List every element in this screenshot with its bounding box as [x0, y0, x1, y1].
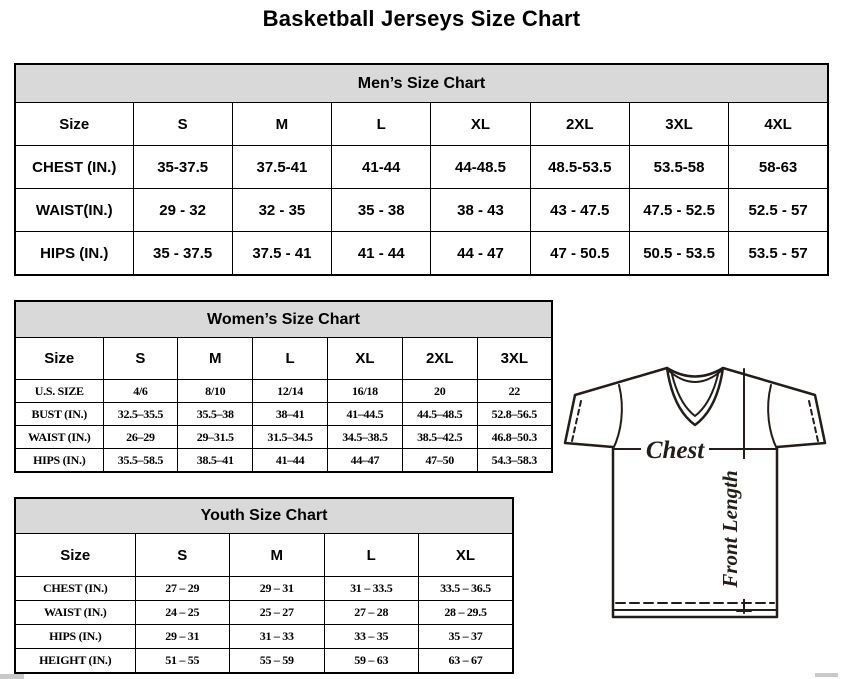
mens_chart-col-header: S — [133, 103, 232, 146]
table-row — [15, 625, 513, 649]
womens_chart-cell: 34.5–38.5 — [327, 426, 402, 449]
mens_chart-cell: 48.5-53.5 — [530, 146, 629, 189]
table-row — [15, 449, 552, 473]
mens_chart-cell: 50.5 - 53.5 — [629, 232, 728, 276]
mens_chart-col-header: 4XL — [729, 103, 828, 146]
womens_chart-row-label: HIPS (IN.) — [15, 449, 103, 473]
jersey-diagram-icon — [555, 361, 839, 627]
womens_chart-cell: 44–47 — [327, 449, 402, 473]
youth_chart-cell: 28 – 29.5 — [419, 601, 514, 625]
mens_chart-col-header: XL — [431, 103, 530, 146]
mens_chart-row-label: CHEST (IN.) — [15, 146, 133, 189]
column-header-row — [15, 534, 513, 577]
womens_chart-cell: 26–29 — [103, 426, 178, 449]
mens_chart-cell: 38 - 43 — [431, 189, 530, 232]
column-header-row — [15, 338, 552, 380]
mens-size-chart-table — [14, 63, 829, 276]
womens_chart-cell: 20 — [402, 380, 477, 403]
youth_chart-cell: 29 – 31 — [135, 625, 230, 649]
mens_chart-cell: 32 - 35 — [232, 189, 331, 232]
chest-label: Chest — [645, 437, 705, 464]
womens_chart-title: Women’s Size Chart — [15, 301, 552, 338]
womens_chart-col-header: 3XL — [477, 338, 552, 380]
table-row — [15, 649, 513, 674]
youth_chart-cell: 31 – 33.5 — [324, 577, 419, 601]
youth_chart-cell: 51 – 55 — [135, 649, 230, 674]
table-row — [15, 380, 552, 403]
womens_chart-cell: 38.5–42.5 — [402, 426, 477, 449]
mens_chart-col-header: L — [332, 103, 431, 146]
table-row — [15, 146, 828, 189]
youth_chart-cell: 33.5 – 36.5 — [419, 577, 514, 601]
womens-size-chart-table — [14, 300, 553, 473]
womens_chart-cell: 47–50 — [402, 449, 477, 473]
youth_chart-col-header: XL — [419, 534, 514, 577]
youth_chart-cell: 27 – 29 — [135, 577, 230, 601]
mens_chart-col-header: 2XL — [530, 103, 629, 146]
womens_chart-cell: 31.5–34.5 — [253, 426, 328, 449]
womens_chart-cell: 35.5–38 — [178, 403, 253, 426]
scan-artifact-left — [0, 674, 24, 679]
mens_chart-cell: 35 - 37.5 — [133, 232, 232, 276]
womens_chart-col-header: L — [253, 338, 328, 380]
table-row — [15, 577, 513, 601]
womens_chart-col-header: XL — [327, 338, 402, 380]
mens_chart-cell: 44-48.5 — [431, 146, 530, 189]
womens_chart-cell: 22 — [477, 380, 552, 403]
mens_chart-cell: 58-63 — [729, 146, 828, 189]
youth_chart-cell: 55 – 59 — [230, 649, 325, 674]
column-header-row — [15, 103, 828, 146]
womens_chart-cell: 35.5–58.5 — [103, 449, 178, 473]
womens_chart-cell: 38.5–41 — [178, 449, 253, 473]
youth_chart-cell: 29 – 31 — [230, 577, 325, 601]
womens_chart-cell: 38–41 — [253, 403, 328, 426]
mens_chart-cell: 43 - 47.5 — [530, 189, 629, 232]
youth_chart-cell: 27 – 28 — [324, 601, 419, 625]
womens_chart-cell: 52.8–56.5 — [477, 403, 552, 426]
mens_chart-cell: 41 - 44 — [332, 232, 431, 276]
womens_chart-cell: 41–44.5 — [327, 403, 402, 426]
page-title: Basketball Jerseys Size Chart — [262, 6, 581, 31]
mens_chart-cell: 53.5-58 — [629, 146, 728, 189]
mens_chart-col-header: 3XL — [629, 103, 728, 146]
mens_chart-col-header: Size — [15, 103, 133, 146]
youth_chart-cell: 33 – 35 — [324, 625, 419, 649]
mens_chart-cell: 53.5 - 57 — [729, 232, 828, 276]
chart-title-row — [15, 64, 828, 103]
youth_chart-col-header: Size — [15, 534, 135, 577]
youth_chart-row-label: CHEST (IN.) — [15, 577, 135, 601]
table-row — [15, 189, 828, 232]
womens_chart-cell: 41–44 — [253, 449, 328, 473]
jersey-measurement-diagram — [555, 361, 839, 627]
youth_chart-row-label: HIPS (IN.) — [15, 625, 135, 649]
womens_chart-cell: 29–31.5 — [178, 426, 253, 449]
womens_chart-col-header: 2XL — [402, 338, 477, 380]
youth_chart-cell: 31 – 33 — [230, 625, 325, 649]
table-row — [15, 403, 552, 426]
womens_chart-col-header: S — [103, 338, 178, 380]
chart-title-row — [15, 301, 552, 338]
youth_chart-cell: 24 – 25 — [135, 601, 230, 625]
mens_chart-cell: 52.5 - 57 — [729, 189, 828, 232]
chart-title-row — [15, 498, 513, 534]
womens_chart-cell: 44.5–48.5 — [402, 403, 477, 426]
youth-size-chart-table — [14, 497, 514, 674]
mens_chart-cell: 41-44 — [332, 146, 431, 189]
youth_chart-col-header: M — [230, 534, 325, 577]
youth_chart-cell: 59 – 63 — [324, 649, 419, 674]
youth_chart-col-header: S — [135, 534, 230, 577]
table-row — [15, 426, 552, 449]
front-length-label: Front Length — [718, 470, 742, 588]
womens_chart-row-label: WAIST (IN.) — [15, 426, 103, 449]
youth_chart-cell: 25 – 27 — [230, 601, 325, 625]
mens_chart-cell: 37.5-41 — [232, 146, 331, 189]
womens_chart-row-label: BUST (IN.) — [15, 403, 103, 426]
womens_chart-cell: 32.5–35.5 — [103, 403, 178, 426]
scan-artifact-right — [815, 673, 838, 677]
mens_chart-col-header: M — [232, 103, 331, 146]
mens_chart-cell: 47 - 50.5 — [530, 232, 629, 276]
womens_chart-col-header: M — [178, 338, 253, 380]
mens_chart-cell: 44 - 47 — [431, 232, 530, 276]
mens_chart-cell: 37.5 - 41 — [232, 232, 331, 276]
mens_chart-row-label: HIPS (IN.) — [15, 232, 133, 276]
youth_chart-row-label: HEIGHT (IN.) — [15, 649, 135, 674]
mens_chart-row-label: WAIST(IN.) — [15, 189, 133, 232]
womens_chart-cell: 16/18 — [327, 380, 402, 403]
table-row — [15, 601, 513, 625]
womens_chart-cell: 46.8–50.3 — [477, 426, 552, 449]
youth_chart-row-label: WAIST (IN.) — [15, 601, 135, 625]
youth_chart-col-header: L — [324, 534, 419, 577]
womens_chart-col-header: Size — [15, 338, 103, 380]
mens_chart-cell: 29 - 32 — [133, 189, 232, 232]
mens_chart-cell: 35 - 38 — [332, 189, 431, 232]
table-row — [15, 232, 828, 276]
womens_chart-cell: 12/14 — [253, 380, 328, 403]
womens_chart-cell: 8/10 — [178, 380, 253, 403]
womens_chart-cell: 4/6 — [103, 380, 178, 403]
womens_chart-cell: 54.3–58.3 — [477, 449, 552, 473]
youth_chart-title: Youth Size Chart — [15, 498, 513, 534]
youth_chart-cell: 35 – 37 — [419, 625, 514, 649]
mens_chart-title: Men’s Size Chart — [15, 64, 828, 103]
mens_chart-cell: 47.5 - 52.5 — [629, 189, 728, 232]
youth_chart-cell: 63 – 67 — [419, 649, 514, 674]
mens_chart-cell: 35-37.5 — [133, 146, 232, 189]
womens_chart-row-label: U.S. SIZE — [15, 380, 103, 403]
